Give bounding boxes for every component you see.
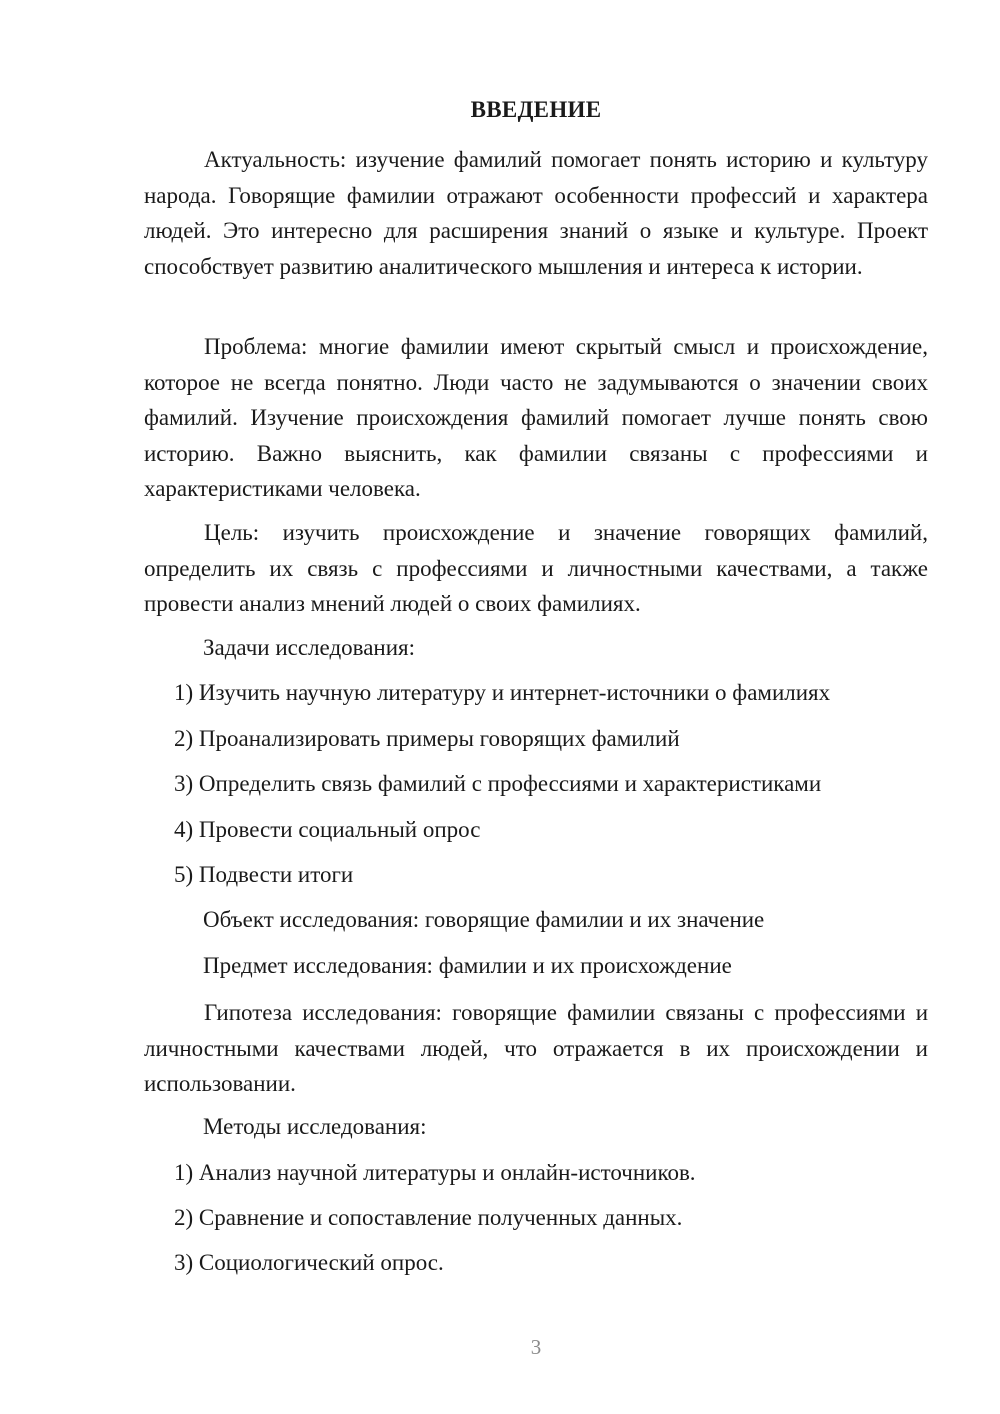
task-item: 1) Изучить научную литературу и интернет-источники о фамилиях: [174, 680, 831, 705]
method-item: 3) Социологический опрос.: [174, 1250, 444, 1275]
methods-label: Методы исследования:: [203, 1114, 427, 1139]
subject-line: Предмет исследования: фамилии и их происхождение: [203, 953, 732, 978]
hypothesis-paragraph: Гипотеза исследования: говорящие фамилии связаны с профессиями и личностными качествами людей, что отражается в их происхождении и использовании.: [144, 1000, 928, 1096]
task-item: 4) Провести социальный опрос: [174, 817, 481, 842]
problem-paragraph: Проблема: многие фамилии имеют скрытый смысл и происхождение, которое не всегда понятно. Люди часто не задумываются о значении своих фамилий. Изучение происхождения фамилий помогает лучше понять свою историю. Важно выяснить, как фамилии связаны с профессиями и характеристиками человека.: [144, 334, 928, 501]
page-number: 3: [530, 1335, 542, 1359]
task-item: 3) Определить связь фамилий с профессиями и характеристиками: [174, 771, 822, 796]
method-item: 2) Сравнение и сопоставление полученных данных.: [174, 1205, 683, 1230]
task-item: 2) Проанализировать примеры говорящих фамилий: [174, 726, 680, 751]
method-item: 1) Анализ научной литературы и онлайн-источников.: [174, 1160, 696, 1185]
relevance-paragraph: Актуальность: изучение фамилий помогает понять историю и культуру народа. Говорящие фамилии отражают особенности профессий и характера людей. Это интересно для расширения знаний о языке и культуре. Проект способствует развитию аналитического мышления и интереса к истории.: [144, 147, 928, 279]
tasks-label: Задачи исследования:: [203, 635, 416, 660]
object-line: Объект исследования: говорящие фамилии и их значение: [203, 907, 765, 932]
task-item: 5) Подвести итоги: [174, 862, 354, 887]
section-heading: ВВЕДЕНИЕ: [470, 97, 602, 122]
goal-paragraph: Цель: изучить происхождение и значение говорящих фамилий, определить их связь с профессиями и личностными качествами, а также провести анализ мнений людей о своих фамилиях.: [144, 520, 928, 616]
